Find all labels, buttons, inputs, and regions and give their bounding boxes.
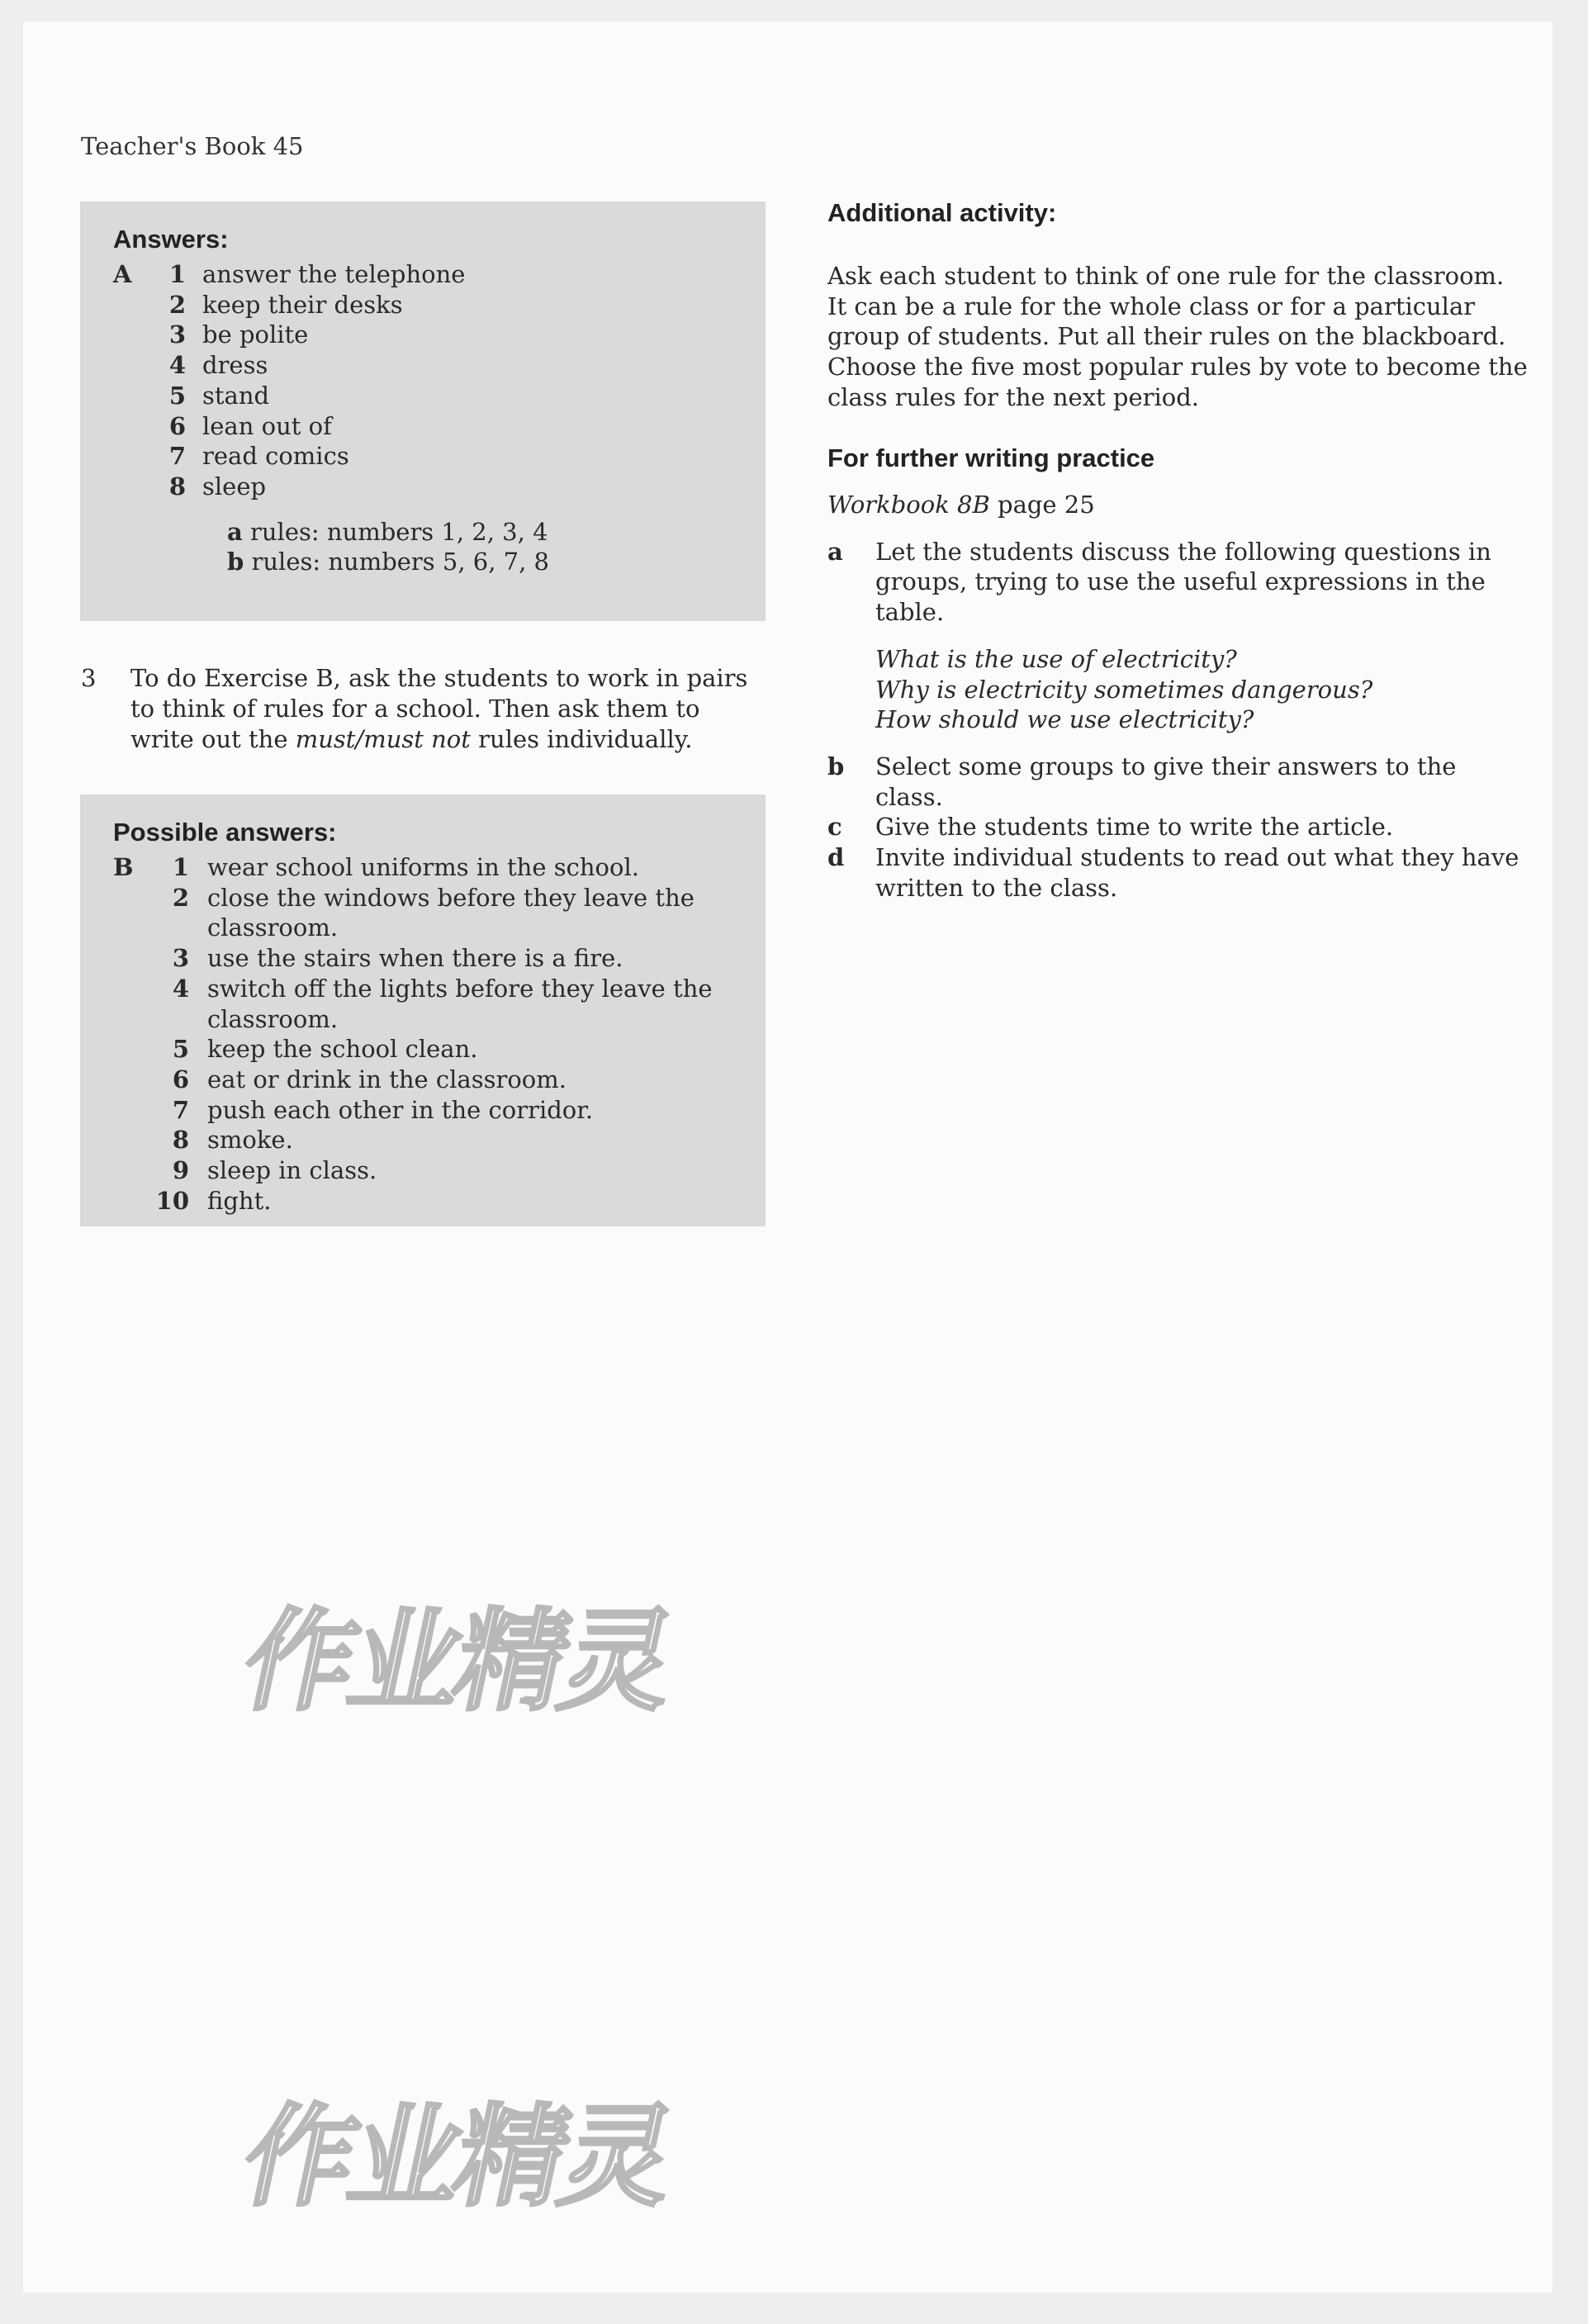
possible-answer-text: eat or drink in the classroom. — [207, 1065, 566, 1093]
possible-answer-text: use the stairs when there is a fire. — [207, 944, 623, 973]
possible-answer-text: smoke. — [207, 1126, 293, 1155]
list-item-text: Give the students time to write the article. — [875, 813, 1394, 842]
list-item-a-text: Let the students discuss the following questions in groups, trying to use the useful expressions in the table. — [875, 537, 1491, 627]
possible-answer-row — [97, 1125, 749, 1155]
answer-text: lean out of — [202, 411, 332, 440]
answer-text: stand — [202, 381, 270, 410]
list-item-a — [827, 537, 1529, 628]
possible-answer-row — [97, 852, 749, 883]
answer-row — [97, 472, 749, 502]
additional-activity-section — [827, 198, 1529, 413]
possible-answer-text: switch off the lights before they leave the classroom. — [207, 974, 713, 1033]
answer-row — [97, 320, 749, 350]
possible-section-letter: B — [113, 853, 134, 881]
rules-summary — [97, 517, 749, 577]
answers-box — [80, 202, 766, 621]
possible-letter-spacer — [97, 943, 146, 974]
writing-practice-heading: For further writing practice — [827, 443, 1155, 472]
possible-answer-text: fight. — [207, 1186, 272, 1215]
answers-title: Answers: — [113, 225, 229, 254]
answer-row — [97, 381, 749, 411]
watermark-bottom: 作业精灵 — [232, 2093, 683, 2222]
answer-row — [97, 259, 749, 290]
possible-answer-number: 5 — [172, 1035, 189, 1064]
b-rules-line — [227, 547, 749, 577]
possible-letter-spacer — [97, 974, 146, 1034]
writing-practice-section — [827, 443, 1529, 903]
list-item-label: c — [827, 813, 842, 842]
possible-answer-row — [97, 1034, 749, 1065]
possible-answer-number: 4 — [172, 974, 189, 1003]
possible-answer-row — [97, 974, 749, 1034]
possible-answer-number: 2 — [172, 883, 189, 912]
list-item-label: d — [827, 843, 845, 872]
answer-row — [97, 290, 749, 320]
possible-answer-number: 10 — [155, 1186, 189, 1215]
list-item — [827, 842, 1529, 903]
possible-answer-text: sleep in class. — [207, 1156, 377, 1185]
answer-text: be polite — [202, 320, 309, 349]
list-item — [827, 752, 1529, 812]
answer-number: 4 — [168, 351, 186, 380]
answer-number: 6 — [168, 411, 186, 440]
b-rules-label: b — [227, 548, 244, 576]
answer-letter-spacer — [97, 350, 146, 381]
possible-answer-text: keep the school clean. — [207, 1035, 478, 1064]
answer-text: answer the telephone — [202, 260, 466, 288]
possible-answer-row — [97, 883, 749, 943]
possible-answers-box — [80, 794, 766, 1226]
possible-answer-row — [97, 1186, 749, 1217]
step-3-text-before: To do Exercise B, ask the students to work in pairs to think of rules for a school. Then ask them to write out the — [130, 664, 748, 753]
answer-row — [97, 350, 749, 381]
possible-answer-number: 9 — [172, 1156, 189, 1185]
a-rules-label: a — [227, 517, 243, 546]
possible-answer-row — [97, 943, 749, 974]
list-item-text: Invite individual students to read out what they have written to the class. — [875, 843, 1519, 902]
workbook-page: page 25 — [989, 491, 1095, 519]
possible-letter-spacer — [97, 1186, 146, 1217]
b-rules-text: rules: numbers 5, 6, 7, 8 — [251, 548, 550, 576]
list-item-label: b — [827, 752, 845, 780]
possible-answer-number: 7 — [172, 1095, 189, 1124]
possible-answer-text: wear school uniforms in the school. — [207, 853, 639, 881]
possible-letter-spacer — [97, 1034, 146, 1065]
workbook-reference — [827, 490, 1529, 520]
possible-letter-spacer — [97, 1095, 146, 1126]
possible-answer-text: close the windows before they leave the classroom. — [207, 883, 694, 942]
possible-answers-list — [97, 852, 749, 1216]
a-rules-line — [227, 517, 749, 548]
possible-answer-row — [97, 1095, 749, 1126]
answer-number: 5 — [168, 381, 186, 410]
possible-answer-number: 1 — [172, 853, 189, 881]
list-item-text: Select some groups to give their answers to the class. — [875, 752, 1457, 811]
step-3-number: 3 — [81, 664, 97, 692]
additional-activity-text: Ask each student to think of one rule for the classroom. It can be a rule for the whole class or for a particular group of students. Put all their rules on the blackboard. Choose the five most popular rules by vote to become the class rules for the next period. — [827, 262, 1528, 411]
answer-row — [97, 441, 749, 472]
answer-number: 8 — [168, 472, 186, 500]
possible-answer-row — [97, 1155, 749, 1186]
possible-answer-number: 6 — [172, 1065, 189, 1093]
possible-letter-spacer — [97, 1155, 146, 1186]
step-3-text-italic: must/must not — [295, 725, 471, 753]
discussion-question: How should we use electricity? — [875, 705, 1254, 734]
answer-letter-spacer — [97, 472, 146, 502]
answer-text: read comics — [202, 442, 349, 471]
answer-section-letter: A — [113, 260, 132, 288]
a-rules-text: rules: numbers 1, 2, 3, 4 — [250, 517, 548, 546]
answer-number: 7 — [168, 442, 186, 471]
answer-number: 1 — [168, 260, 186, 288]
workbook-title: Workbook 8B — [827, 491, 990, 519]
answer-number: 2 — [168, 290, 186, 319]
watermark-top: 作业精灵 — [232, 1597, 683, 1726]
answer-letter-spacer — [97, 411, 146, 442]
possible-answers-title: Possible answers: — [113, 818, 337, 847]
running-head: Teacher's Book 45 — [81, 132, 304, 160]
possible-letter-spacer — [97, 1125, 146, 1155]
discussion-question: What is the use of electricity? — [875, 644, 1237, 673]
possible-answer-text: push each other in the corridor. — [207, 1095, 594, 1124]
writing-items-list — [827, 752, 1529, 904]
possible-letter-spacer — [97, 883, 146, 943]
answer-letter-spacer — [97, 320, 146, 350]
answer-letter-spacer — [97, 441, 146, 472]
discussion-question: Why is electricity sometimes dangerous? — [875, 675, 1373, 704]
step-3 — [81, 663, 766, 755]
answer-letter-spacer — [97, 290, 146, 320]
answer-text: dress — [202, 351, 268, 380]
answer-text: keep their desks — [202, 290, 403, 319]
answer-text: sleep — [202, 472, 267, 500]
discussion-questions — [827, 644, 1529, 735]
answer-letter-spacer — [97, 381, 146, 411]
possible-answer-number: 3 — [172, 944, 189, 973]
possible-answer-number: 8 — [172, 1126, 189, 1155]
answer-number: 3 — [168, 320, 186, 349]
list-item — [827, 812, 1529, 842]
answer-row — [97, 411, 749, 442]
step-3-text-after: rules individually. — [470, 725, 693, 753]
answers-list — [97, 259, 749, 502]
possible-letter-spacer — [97, 1065, 146, 1095]
list-item-a-label: a — [827, 537, 843, 566]
step-3-text — [130, 663, 766, 755]
additional-activity-heading: Additional activity: — [827, 198, 1057, 227]
possible-answer-row — [97, 1065, 749, 1095]
